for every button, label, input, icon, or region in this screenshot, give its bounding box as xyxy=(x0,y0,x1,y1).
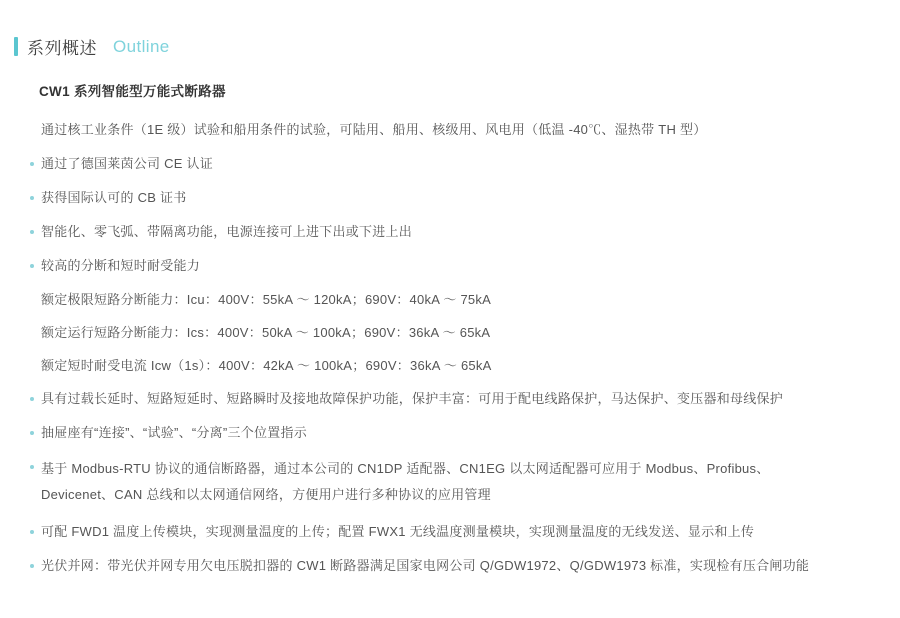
list-item-text: 额定短时耐受电流 Icw（1s）：400V：42kA ～ 100kA；690V：36kA ～ 65kA xyxy=(41,358,492,373)
accent-bar-icon xyxy=(14,37,18,56)
list-item-text: 可配 FWD1 温度上传模块，实现测量温度的上传；配置 FWX1 无线温度测量模块，实现测量温度的无线发送、显示和上传 xyxy=(41,524,755,539)
list-item-text: 光伏并网：带光伏并网专用欠电压脱扣器的 CW1 断路器满足国家电网公司 Q/GDW1972、Q/GDW1973 标准，实现检有压合闸功能 xyxy=(41,558,810,573)
list-item-text: 基于 Modbus-RTU 协议的通信断路器，通过本公司的 CN1DP 适配器、CN1EG 以太网适配器可应用于 Modbus、Profibus、 xyxy=(41,461,770,476)
list-item xyxy=(30,388,876,409)
section-title-en: Outline xyxy=(113,36,170,56)
list-item-text: 额定极限短路分断能力：Icu：400V：55kA ～ 120kA；690V：40kA ～ 75kA xyxy=(41,292,492,307)
list-item xyxy=(30,255,876,276)
list-item xyxy=(30,422,876,443)
list-item-text: 额定运行短路分断能力：Ics：400V：50kA ～ 100kA；690V：36kA ～ 65kA xyxy=(41,325,491,340)
list-item-text: 智能化、零飞弧、带隔离功能，电源连接可上进下出或下进上出 xyxy=(41,224,413,239)
list-item-text: 具有过载长延时、短路短延时、短路瞬时及接地故障保护功能，保护丰富：可用于配电线路保护，马达保护、变压器和母线保护 xyxy=(41,391,784,406)
list-item-text: 抽屉座有“连接”、“试验”、“分离”三个位置指示 xyxy=(41,425,307,440)
list-item xyxy=(30,119,876,140)
list-item xyxy=(30,221,876,242)
list-item-text: 通过了德国莱茵公司 CE 认证 xyxy=(41,156,214,171)
content-body xyxy=(14,80,876,576)
list-item-text: 通过核工业条件（1E 级）试验和船用条件的试验，可陆用、船用、核级用、风电用（低温 -40℃、湿热带 TH 型） xyxy=(41,122,707,137)
list-item-text-line2: Devicenet、CAN 总线和以太网通信网络，方便用户进行多种协议的应用管理 xyxy=(41,487,491,502)
list-item xyxy=(30,187,876,208)
spec-list xyxy=(30,119,876,576)
list-item xyxy=(30,289,876,310)
list-item xyxy=(30,355,876,376)
list-item-text: 较高的分断和短时耐受能力 xyxy=(41,258,201,273)
list-item xyxy=(30,555,876,576)
list-item xyxy=(30,456,876,508)
list-item xyxy=(30,521,876,542)
product-title: CW1 系列智能型万能式断路器 xyxy=(39,84,226,99)
section-title-cn: 系列概述 xyxy=(27,39,97,58)
list-item xyxy=(30,322,876,343)
list-item-text: 获得国际认可的 CB 证书 xyxy=(41,190,187,205)
section-header xyxy=(14,34,876,59)
list-item xyxy=(30,153,876,174)
